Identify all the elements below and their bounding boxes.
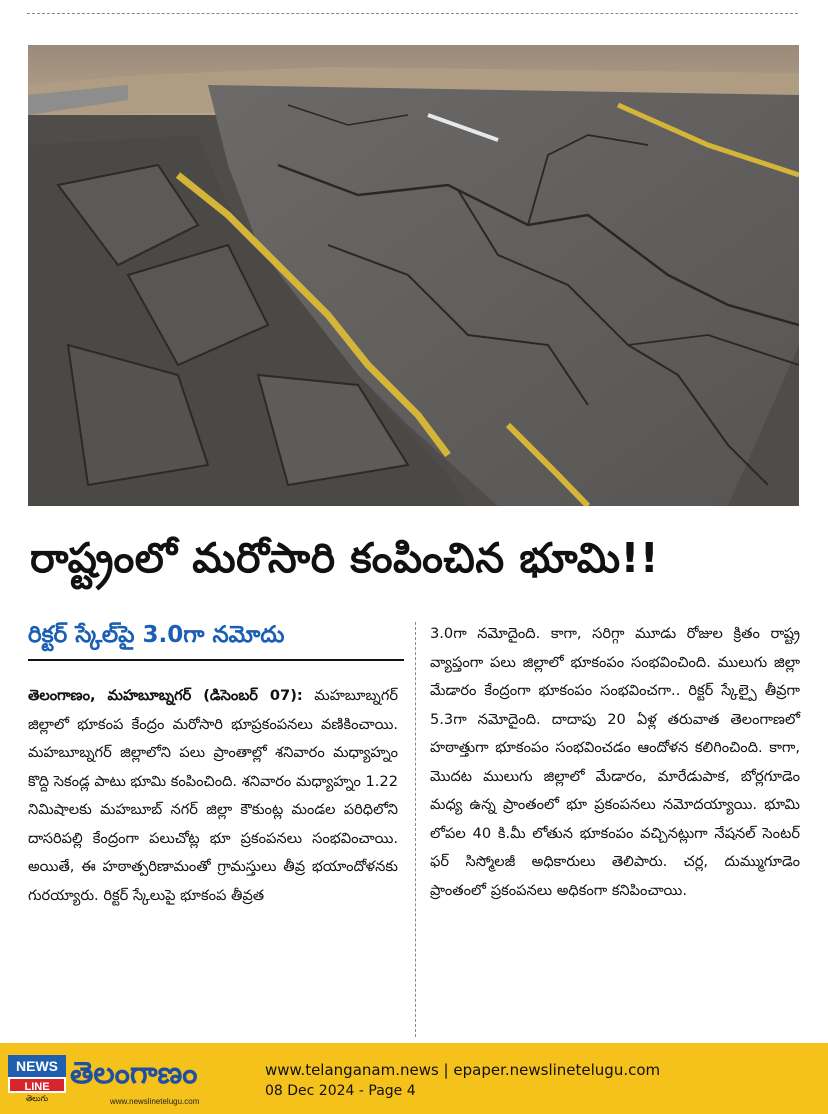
article-subheadline: రిక్టర్‌ స్కేల్‌పై 3.0గా నమోదు [28,622,285,648]
footer-date-page: 08 Dec 2024 - Page 4 [265,1083,416,1099]
column-divider [415,622,416,1037]
cracked-road-photo [28,45,799,506]
newsline-logo-top: NEWS [8,1055,66,1077]
subheadline-underline [28,659,404,661]
article-column-left [28,682,398,910]
top-dashed-rule [27,13,798,14]
article-column-right [430,620,800,905]
footer-websites: www.telanganam.news | epaper.newslinetelugu.com [265,1061,661,1079]
newsline-logo-sub: తెలుగు [25,1094,49,1103]
article-body-left: మహబూబ్నగర్ జిల్లాలో భూకంప కేంద్రం మరోసారి భూప్రకంపనలు వణికించాయి. మహబూబ్నగర్ జిల్లాలోని పలు ప్రాంతాల్లో శనివారం మధ్యాహ్నం కొద్ది సెకండ్ల పాటు భూమి కంపించింది. శనివారం మధ్యాహ్నం 1.22 నిమిషాలకు మహబూబ్ నగర్ జిల్లా కౌకుంట్ల మండల పరిధిలోని దాసరిపల్లి కేంద్రంగా పలుచోట్ల భూ ప్రకంపనలు సంభవించాయి. అయితే, ఈ హఠాత్పరిణామంతో గ్రామస్తులు తీవ్ర భయాందోళనకు గురయ్యారు. రిక్టర్ స్కేలుపై భూకంప తీవ్రత [28,687,398,904]
newsline-logo-bottom: LINE [8,1077,66,1093]
article-body-right: 3.0గా నమోదైంది. కాగా, సరిగ్గా మూడు రోజుల క్రితం రాష్ట్ర వ్యాప్తంగా పలు జిల్లాలో భూకంపం సంభవించింది. ములుగు జిల్లా మేడారం కేంద్రంగా భూకంపం సంభవించగా.. రిక్టర్ స్కేల్పై తీవ్రగా 5.3గా నమోదైంది. దాదాపు 20 ఏళ్ల తరువాత తెలంగాణలో హఠాత్తుగా భూకంపం సంభవించడం ఆందోళన కలిగించింది. కాగా, మొదట ములుగు జిల్లాలో మేడారం, మారేడుపాక, బోర్లగూడెం మధ్య ఉన్న ప్రాంతంలో భూ ప్రకంపనలు నమోదయ్యాయి. భూమి లోపల 40 కి.మీ లోతున భూకంపం వచ్చినట్లుగా నేషనల్ సెంటర్ ఫర్ సిస్మోలజీ అధికారులు తెలిపారు. చర్ల, దుమ్ముగూడెం ప్రాంతంలో ప్రకంపనలు అధికంగా కనిపించాయి. [430,625,800,899]
footer-bar [0,1043,828,1114]
cracked-road-illustration [28,45,799,506]
article-headline: రాష్ట్రంలో మరోసారి కంపించిన భూమి!! [30,534,660,582]
brand-url: www.newslinetelugu.com [110,1097,200,1106]
article-dateline: తెలంగాణం, మహబూబ్నగర్ (డిసెంబర్ 07): [28,687,303,704]
newsline-logo [8,1055,66,1101]
telanganam-logo: తెలంగాణం [70,1056,198,1091]
